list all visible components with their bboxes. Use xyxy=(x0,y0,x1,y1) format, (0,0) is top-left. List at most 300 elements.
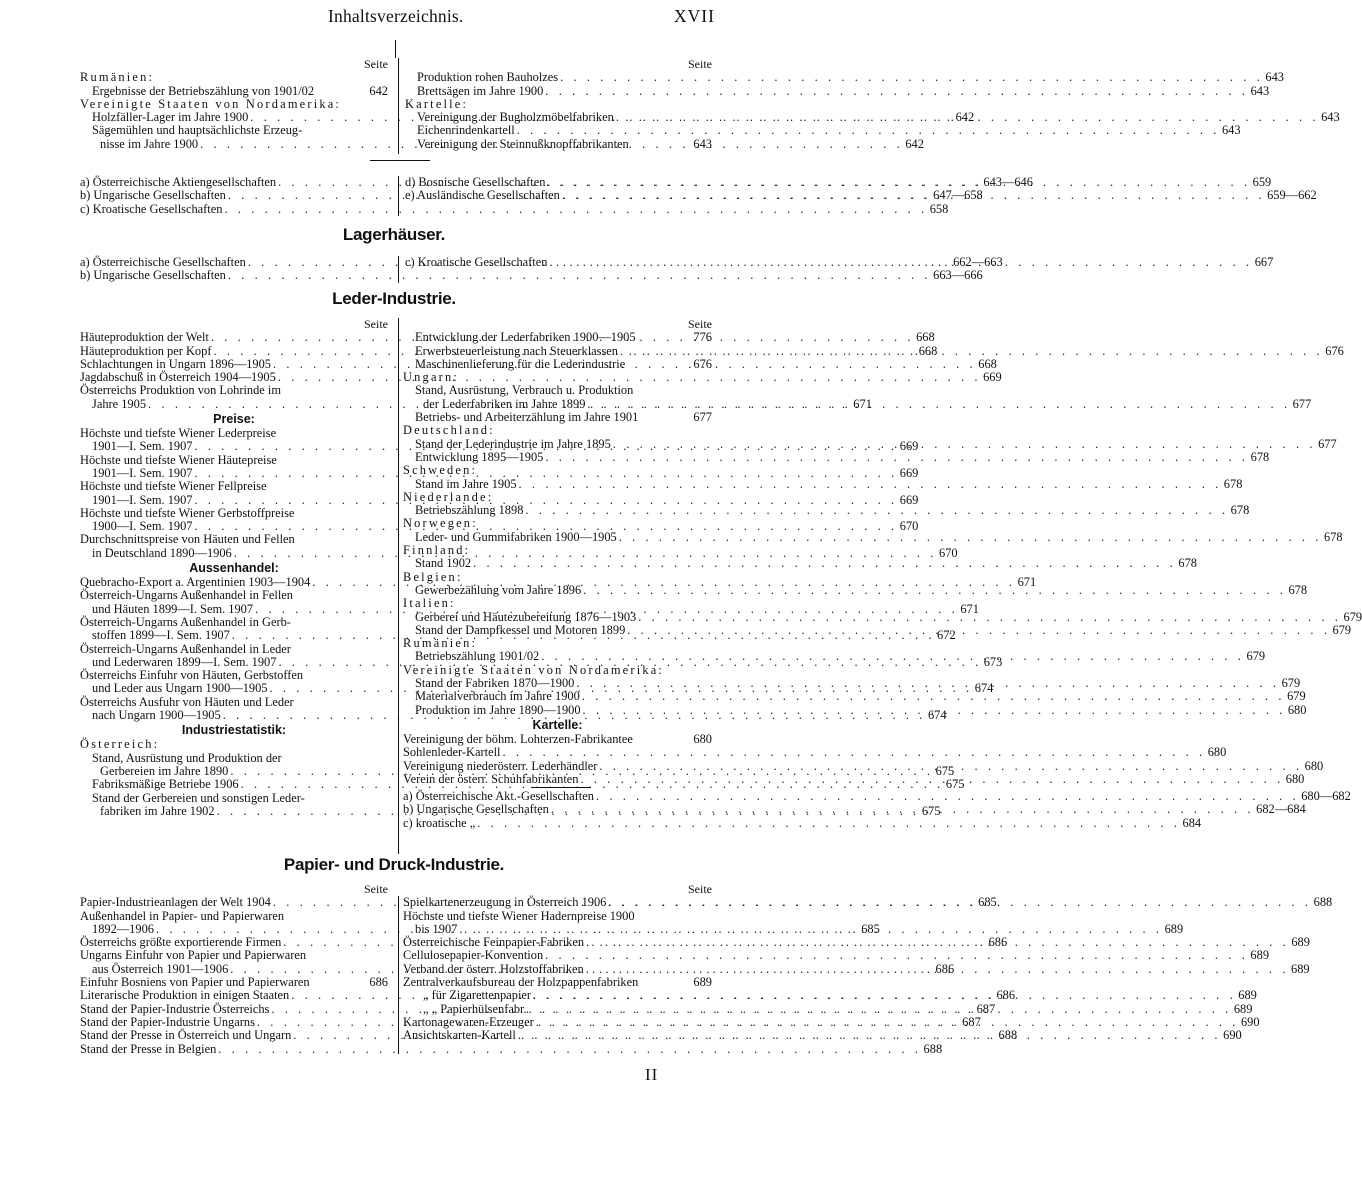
toc-heading xyxy=(80,752,388,765)
subsection-heading: Preise: xyxy=(213,412,255,427)
page-ref: 668 xyxy=(978,356,997,371)
entry-title: c) kroatische „ xyxy=(403,815,476,830)
toc-heading xyxy=(403,371,712,384)
entry-title: Entwicklung 1895—1905 xyxy=(415,449,544,464)
seite-label: Seite xyxy=(688,882,712,896)
entry-title: d) Bosnische Gesellschaften xyxy=(405,175,546,189)
page-ref: 668 xyxy=(918,343,938,358)
subsection-heading: Aussenhandel: xyxy=(189,561,279,576)
toc-entry xyxy=(80,85,388,98)
entry-title: Betriebszählung 1898 xyxy=(415,503,524,518)
page-ref: 677 xyxy=(1318,436,1337,451)
toc-heading xyxy=(80,738,388,751)
dot-leader xyxy=(531,989,1238,1002)
entry-title: Gerbereien im Jahre 1890 xyxy=(100,763,229,778)
toc-heading xyxy=(403,464,712,477)
toc-heading xyxy=(80,910,388,923)
entry-title: Ungarns Einfuhr von Papier und Papierwaren xyxy=(80,948,307,963)
page-ref: 671 xyxy=(960,601,979,616)
page-ref: 673 xyxy=(983,654,1003,669)
dot-leader xyxy=(574,677,1281,690)
toc-entry xyxy=(403,331,712,344)
entry-title: Ergebnisse der Betriebszählung von 1901/02 xyxy=(92,83,315,98)
entry-title: Papier-Industrieanlagen der Welt 1904 xyxy=(80,895,271,910)
entry-title: 1901—I. Sem. 1907 xyxy=(92,492,193,507)
entry-title: Fabriksmäßige Betriebe 1906 xyxy=(92,777,239,792)
page-ref: 687 xyxy=(962,1014,981,1029)
entry-title: Quebracho-Export a. Argentinien 1903—1904 xyxy=(80,575,311,590)
entry-title: Erwerbsteuerleistung nach Steuerklassen xyxy=(415,343,618,358)
entry-title: Stand im Jahre 1905 xyxy=(415,476,517,491)
page-ref: 643 xyxy=(1221,123,1241,138)
entry-title: 1892—1906 xyxy=(92,921,154,936)
page-ref: 662—663 xyxy=(953,255,1003,269)
entry-title: b) Ungarische Gesellschaften xyxy=(403,802,549,817)
entry-title: Vereinigte Staaten von Nordamerika: xyxy=(403,662,665,677)
dot-leader xyxy=(584,963,1291,976)
page-ref: 643 xyxy=(1265,70,1284,85)
entry-title: Produktion im Jahre 1890—1900 xyxy=(415,702,581,717)
seite-label: Seite xyxy=(688,57,712,71)
page-ref: 682—684 xyxy=(1256,802,1306,817)
toc-entry xyxy=(403,476,1243,491)
entry-title: Finnland: xyxy=(403,543,471,558)
entry-title: 1900—I. Sem. 1907 xyxy=(92,519,193,534)
page-ref: 689 xyxy=(1164,921,1184,936)
entry-title: Stand der Gerbereien und sonstigen Leder- xyxy=(92,790,305,805)
page-ref: 678 xyxy=(1230,503,1250,518)
toc-heading xyxy=(403,424,712,437)
entry-title: Vereinigung der böhm. Lohterzen-Fabrikantee xyxy=(403,731,633,746)
entry-title: Gerberei und Häutezubereitung 1876—1903 xyxy=(415,609,637,624)
page-ref: 669 xyxy=(983,370,1002,385)
toc-heading xyxy=(403,491,712,504)
page-ref: 674 xyxy=(974,681,994,696)
page-ref: 679 xyxy=(1332,622,1352,637)
dot-leader xyxy=(584,936,1291,949)
entry-title: Materialverbrauch im Jahre 1900 xyxy=(415,689,580,704)
page-ref: 689 xyxy=(1250,948,1270,963)
entry-title: bis 1907 xyxy=(415,921,458,936)
dot-leader xyxy=(611,438,1318,454)
page-ref: 643 xyxy=(1321,110,1340,125)
dot-leader xyxy=(534,1016,1241,1029)
page-ref: 669 xyxy=(899,439,919,454)
entry-title: Stand der Dampfkessel und Motoren 1899 xyxy=(415,622,626,637)
dot-leader xyxy=(560,189,1267,202)
dot-leader xyxy=(558,71,1265,84)
entry-title: Verein der österr. Schuhfabrikanten xyxy=(403,771,579,786)
dot-leader xyxy=(543,949,1250,962)
entry-title: Gewerbezählung vom Jahre 1896 xyxy=(415,582,582,597)
entry-title: Italien: xyxy=(403,596,456,611)
page-ref: 677 xyxy=(1292,396,1312,411)
dot-leader xyxy=(523,504,1230,517)
entry-title: a) Österreichische Aktiengesellschaften xyxy=(80,175,277,189)
page-ref: 677 xyxy=(693,410,712,425)
entry-title: Zentralverkaufsbureau der Holzpappenfabriken xyxy=(403,975,639,990)
entry-title: Höchste und tiefste Wiener Fellpreise xyxy=(80,479,267,494)
dot-leader xyxy=(594,790,1301,803)
entry-title: stoffen 1899—I. Sem. 1907 xyxy=(92,628,230,643)
dot-leader xyxy=(606,896,1313,909)
entry-title: Stand, Ausrüstung, Verbrauch u. Produktion xyxy=(415,383,634,398)
toc-entry xyxy=(403,609,1362,624)
page-ref: 679 xyxy=(1281,676,1301,691)
toc-entry xyxy=(403,745,1227,760)
entry-title: Verband der österr. Holzstoffabriken xyxy=(403,961,584,976)
page-ref: 689 xyxy=(1233,1001,1253,1016)
entry-title: Vereinigung niederösterr. Lederhändler xyxy=(403,758,598,773)
page-ref: 688 xyxy=(998,1028,1018,1043)
entry-title: Rumänien: xyxy=(403,636,478,651)
toc-entry xyxy=(80,1041,943,1056)
dot-leader xyxy=(515,124,1222,137)
column-divider xyxy=(398,318,399,854)
entry-title: Kartelle: xyxy=(405,96,469,111)
entry-title: Entwicklung der Lederfabriken 1900—1905 xyxy=(415,330,636,345)
toc-heading xyxy=(80,427,388,440)
toc-entry xyxy=(403,411,712,424)
entry-title: 1901—I. Sem. 1907 xyxy=(92,465,193,480)
toc-entry xyxy=(403,529,1343,544)
toc-heading xyxy=(403,571,712,584)
entry-title: Brettsägen im Jahre 1900 xyxy=(417,83,544,98)
entry-title: nach Ungarn 1900—1905 xyxy=(92,708,221,723)
entry-title: Niederlande: xyxy=(403,489,494,504)
entry-title: und Leder aus Ungarn 1900—1905 xyxy=(92,681,268,696)
toc-heading xyxy=(80,643,388,656)
toc-heading xyxy=(403,910,712,923)
page-ref: 675 xyxy=(935,763,955,778)
entry-title: b) Ungarische Gesellschaften xyxy=(80,188,226,203)
seite-label: Seite xyxy=(688,317,712,331)
entry-title: Stand der Presse in Belgien xyxy=(80,1041,217,1056)
entry-title: in Deutschland 1890—1906 xyxy=(92,545,232,560)
entry-title: Produktion rohen Bauholzes xyxy=(417,70,559,85)
toc-heading xyxy=(405,98,712,111)
entry-title: Betriebszählung 1901/02 xyxy=(415,649,540,664)
dot-leader xyxy=(545,176,1252,189)
entry-title: c) Kroatische Gesellschaften xyxy=(80,201,223,216)
section-title-leder: Leder-Industrie. xyxy=(332,289,456,308)
page-ref: 642 xyxy=(905,136,924,151)
page-ref: 685 xyxy=(861,921,880,936)
page-ref: 688 xyxy=(923,1041,943,1056)
entry-title: aus Österreich 1901—1906 xyxy=(92,961,229,976)
page-ref: 643—646 xyxy=(983,175,1033,189)
toc-heading xyxy=(80,949,388,962)
entry-title: Maschinenlieferung für die Lederindustrie xyxy=(415,356,626,371)
page-ref: 675 xyxy=(945,777,965,792)
entry-title: Häuteproduktion per Kopf xyxy=(80,343,212,358)
entry-title: der Lederfabriken im Jahre 1899 xyxy=(423,396,586,411)
toc-entry xyxy=(403,789,1351,804)
entry-title: Jahre 1905 xyxy=(92,396,147,411)
dot-leader xyxy=(475,817,1182,830)
entry-title: Stand, Ausrüstung und Produktion der xyxy=(92,750,282,765)
page-ref: 680 xyxy=(1285,771,1305,786)
dot-leader xyxy=(618,345,1325,358)
toc-heading xyxy=(403,384,712,397)
column-divider xyxy=(398,176,399,216)
signature-mark: II xyxy=(645,1065,659,1084)
section-title-papier: Papier- und Druck-Industrie. xyxy=(283,855,505,874)
page-ref: 671 xyxy=(853,396,872,411)
page-ref: 776 xyxy=(693,330,712,345)
dot-leader xyxy=(597,760,1304,773)
page-ref: 643 xyxy=(693,136,712,151)
entry-title: Höchste und tiefste Wiener Lederpreise xyxy=(80,426,277,441)
page-ref: 680—682 xyxy=(1301,789,1351,804)
section-divider xyxy=(370,160,430,161)
page-ref: 689 xyxy=(1291,935,1310,950)
group-divider xyxy=(403,786,712,790)
entry-title: Kartonagewaren-Erzeuger xyxy=(403,1014,534,1029)
toc-heading xyxy=(80,384,388,397)
page-ref: 642 xyxy=(369,83,388,98)
entry-title: Schlachtungen in Ungarn 1896—1905 xyxy=(80,356,271,371)
page-number: XVII xyxy=(674,6,715,26)
page-ref: 687 xyxy=(976,1001,996,1016)
entry-title: Österreichs Produktion von Lohrinde im xyxy=(80,383,281,398)
page-ref: 679 xyxy=(1287,689,1306,704)
entry-title: b) Ungarische Gesellschaften xyxy=(80,268,226,283)
dot-leader xyxy=(547,256,1254,269)
entry-title: Leder- und Gummifabriken 1900—1905 xyxy=(415,529,617,544)
toc-heading xyxy=(80,589,388,602)
entry-title: a) Österreichische Gesellschaften xyxy=(80,255,246,269)
entry-title: Höchste und tiefste Wiener Hadernpreise 1900 xyxy=(403,908,635,923)
page-header xyxy=(0,6,788,38)
toc-heading xyxy=(80,480,388,493)
entry-title: Häuteproduktion der Welt xyxy=(80,330,209,345)
page-ref: 667 xyxy=(1254,255,1274,269)
toc-entry xyxy=(403,358,712,371)
entry-title: Österreichs größte exportierende Firmen xyxy=(80,935,282,950)
entry-title: und Lederwaren 1899—I. Sem. 1907 xyxy=(92,654,277,669)
entry-title: Deutschland: xyxy=(403,423,495,438)
toc-entry xyxy=(80,268,983,283)
toc-heading xyxy=(80,792,388,805)
page-ref: 686 xyxy=(988,935,1008,950)
toc-heading xyxy=(403,597,712,610)
seite-label: Seite xyxy=(364,882,388,896)
entry-title: Österreichs Einfuhr von Häuten, Gerbstoffen xyxy=(80,668,304,683)
dot-leader xyxy=(581,704,1288,717)
page-ref: 642 xyxy=(955,110,975,125)
toc-entry xyxy=(403,948,1270,963)
dot-leader xyxy=(516,1029,1223,1042)
seite-label: Seite xyxy=(364,317,388,331)
toc-entry xyxy=(80,976,388,989)
entry-title: Norwegen: xyxy=(403,516,478,531)
entry-title: Höchste und tiefste Wiener Häutepreise xyxy=(80,452,277,467)
page-ref: 678 xyxy=(1288,582,1308,597)
dot-leader xyxy=(500,746,1207,759)
toc-entry xyxy=(80,201,949,216)
entry-title: fabriken im Jahre 1902 xyxy=(100,803,215,818)
entry-title: Cellulosepapier-Konvention xyxy=(403,948,544,963)
page-ref: 689 xyxy=(1291,961,1310,976)
page-ref: 680 xyxy=(1287,702,1307,717)
entry-title: „ für Zigarettenpapier xyxy=(423,988,532,1003)
dot-leader xyxy=(578,773,1285,786)
entry-title: Österreich-Ungarns Außenhandel in Fellen xyxy=(80,588,293,603)
page-ref: 680 xyxy=(693,731,712,746)
dot-leader xyxy=(614,111,1321,124)
entry-title: Stand der Fabriken 1870—1900 xyxy=(415,676,575,691)
page-ref: 674 xyxy=(927,708,947,723)
page-ref: 680 xyxy=(1207,745,1227,760)
page-ref: 675 xyxy=(921,803,941,818)
entry-title: Vereinigung der Bugholzmöbelfabriken xyxy=(417,110,614,125)
toc-entry xyxy=(405,83,1270,98)
toc-heading xyxy=(80,71,388,84)
page-ref: 659 xyxy=(1252,175,1272,189)
entry-title: nisse im Jahre 1900 xyxy=(100,136,199,151)
column-divider xyxy=(398,58,399,154)
page-ref: 671 xyxy=(1017,575,1037,590)
dot-leader xyxy=(636,611,1343,624)
dot-leader xyxy=(581,584,1288,597)
entry-title: Belgien: xyxy=(403,569,463,584)
entry-title: Stand der Lederindustrie im Jahre 1895 xyxy=(415,436,611,451)
dot-leader xyxy=(617,531,1324,544)
page-ref: 678 xyxy=(1250,449,1270,464)
dot-leader xyxy=(539,650,1246,663)
page-ref: 680 xyxy=(1304,758,1324,773)
toc-heading xyxy=(80,696,388,709)
seite-label: Seite xyxy=(364,57,388,71)
entry-title: c) Kroatische Gesellschaften xyxy=(405,255,548,269)
page-ref: 669 xyxy=(899,465,919,480)
toc-heading xyxy=(403,664,712,677)
dot-leader xyxy=(580,690,1287,703)
entry-title: Literarische Produktion in einigen Staaten xyxy=(80,988,290,1003)
toc-heading xyxy=(80,533,388,546)
toc-entry xyxy=(403,556,1197,571)
entry-title: e) Ausländische Gesellschaften xyxy=(405,188,560,203)
dot-leader xyxy=(543,451,1250,464)
entry-title: Schweden: xyxy=(403,463,478,478)
entry-title: Rumänien: xyxy=(80,70,155,85)
toc-entry xyxy=(405,138,712,151)
dot-leader xyxy=(471,557,1178,570)
toc-heading xyxy=(80,98,388,111)
entry-title: Außenhandel in Papier- und Papierwaren xyxy=(80,908,285,923)
entry-title: Durchschnittspreise von Häuten und Fellen xyxy=(80,532,295,547)
toc-heading xyxy=(80,454,388,467)
dot-leader xyxy=(543,85,1250,98)
entry-title: 1901—I. Sem. 1907 xyxy=(92,439,193,454)
page-ref: 689 xyxy=(1238,988,1257,1003)
page-ref: 684 xyxy=(1182,815,1202,830)
entry-title: „ „ Papierhülsenfabr. xyxy=(423,1001,527,1016)
page-ref: 679 xyxy=(1343,609,1362,624)
page-ref: 676 xyxy=(693,356,712,371)
page-ref: 672 xyxy=(937,628,956,643)
toc-entry xyxy=(403,689,1306,704)
entry-title: Eichenrindenkartell xyxy=(417,123,515,138)
entry-title: Stand 1902 xyxy=(415,556,472,571)
dot-leader xyxy=(625,624,1332,637)
entry-title: Sägemühlen und hauptsächlichste Erzeug- xyxy=(92,123,303,138)
entry-title: Betriebs- und Arbeiterzählung im Jahre 1901 xyxy=(415,410,639,425)
entry-title: Österreich-Ungarns Außenhandel in Gerb- xyxy=(80,614,291,629)
page-ref: 678 xyxy=(1324,529,1343,544)
page-ref: 670 xyxy=(899,519,919,534)
entry-title: Spielkartenerzeugung in Österreich 1906 xyxy=(403,895,607,910)
entry-title: Holzfäller-Lager im Jahre 1900 xyxy=(92,110,249,125)
page-ref: 686 xyxy=(935,961,955,976)
entry-title: Vereinigung der Steinnußknopffabrikanten xyxy=(417,136,629,151)
page-ref: 690 xyxy=(1240,1014,1260,1029)
entry-title: a) Österreichische Akt.-Gesellschaften xyxy=(403,789,594,804)
toc-heading xyxy=(403,544,712,557)
dot-leader xyxy=(527,1003,1234,1016)
toc-heading xyxy=(80,124,388,137)
page-ref: 689 xyxy=(693,975,712,990)
toc-heading xyxy=(80,669,388,682)
toc-entry xyxy=(403,976,712,989)
toc-heading xyxy=(80,616,388,629)
entry-title: Österreich: xyxy=(80,737,160,752)
page-ref: 678 xyxy=(1223,476,1243,491)
toc-heading xyxy=(403,637,712,650)
page-ref: 647—658 xyxy=(933,188,983,203)
page-ref: 668 xyxy=(916,330,935,345)
dot-leader xyxy=(457,923,1164,936)
page-ref: 679 xyxy=(1246,649,1266,664)
dot-leader xyxy=(517,478,1224,491)
entry-title: Stand der Papier-Industrie Ungarns xyxy=(80,1014,255,1029)
entry-title: Höchste und tiefste Wiener Gerbstoffpreise xyxy=(80,505,295,520)
page-ref: 686 xyxy=(996,988,1016,1003)
subsection-heading: Kartelle: xyxy=(532,717,583,732)
toc-entry xyxy=(403,449,1270,464)
subsection-heading: Industriestatistik: xyxy=(181,723,287,738)
page-title: Inhaltsverzeichnis. xyxy=(328,6,464,26)
toc-entry xyxy=(405,70,1284,85)
page-ref: 686 xyxy=(369,975,388,990)
entry-title: Österreich-Ungarns Außenhandel in Leder xyxy=(80,641,291,656)
entry-title: Österreichs Ausfuhr von Häuten und Leder xyxy=(80,694,294,709)
dot-leader xyxy=(226,269,933,282)
page-ref: 688 xyxy=(1313,895,1333,910)
entry-title: Einfuhr Bosniens von Papier und Papierwaren xyxy=(80,975,310,990)
entry-title: Stand der Papier-Industrie Österreichs xyxy=(80,1001,270,1016)
page-ref: 678 xyxy=(1178,556,1197,571)
dot-leader xyxy=(222,203,929,216)
page-ref: 658 xyxy=(929,201,949,216)
column-divider xyxy=(398,896,399,1054)
entry-title: Ungarn: xyxy=(403,370,460,385)
dot-leader xyxy=(549,803,1256,816)
toc-entry xyxy=(403,733,712,746)
toc-entry xyxy=(403,815,1202,830)
toc-heading xyxy=(80,507,388,520)
page-ref: 690 xyxy=(1223,1028,1242,1043)
page-ref: 659—662 xyxy=(1267,188,1317,203)
entry-title: Ansichtskarten-Kartell xyxy=(403,1028,516,1043)
toc-entry xyxy=(403,503,1250,518)
page-ref: 676 xyxy=(1325,343,1344,358)
page-ref: 670 xyxy=(939,545,958,560)
toc-entry xyxy=(405,123,1241,138)
entry-title: und Häuten 1899—I. Sem. 1907 xyxy=(92,601,254,616)
page-ref: 669 xyxy=(899,492,919,507)
